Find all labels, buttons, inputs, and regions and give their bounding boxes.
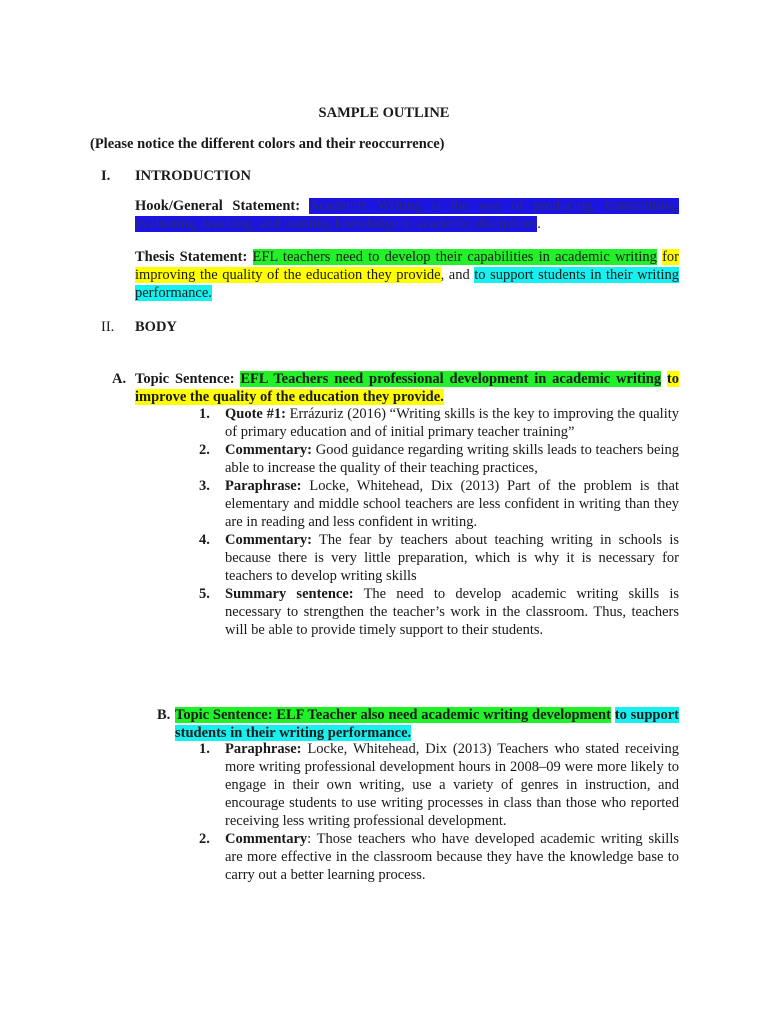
item-number: 1. xyxy=(199,741,210,757)
item-number: 4. xyxy=(199,532,210,548)
topic-b-green-text: ELF Teacher also need academic writing development xyxy=(276,707,611,723)
item-number: 2. xyxy=(199,442,210,458)
item-label: Quote #1: xyxy=(225,406,286,422)
item-text: The fear by teachers about teaching writing in schools is because there is very little preparation, which is why it is necessary for teachers to develop writing skills xyxy=(225,532,679,584)
topic-a-list xyxy=(199,405,679,639)
topic-b-label: Topic Sentence: xyxy=(175,707,273,723)
thesis-connector: , and xyxy=(440,267,470,283)
section-number-body: II. xyxy=(101,319,115,335)
thesis-capabilities: EFL teachers need to develop their capabilities in academic writing xyxy=(252,249,657,265)
topic-sentence-a xyxy=(135,370,679,406)
list-item xyxy=(199,830,679,884)
list-item xyxy=(199,531,679,585)
item-label: Commentary xyxy=(225,831,308,847)
thesis-label: Thesis Statement: xyxy=(135,249,248,265)
topic-sentence-b xyxy=(175,706,679,742)
topic-a-label: Topic Sentence: xyxy=(135,371,235,387)
item-text: The need to develop academic writing skills is necessary to strengthen the teacher’s work in the classroom. Thus, teachers will be able to provide timely support to their students. xyxy=(225,586,679,638)
list-item xyxy=(199,740,679,830)
thesis-quality: for improving the quality of the education they provide xyxy=(135,249,679,283)
item-number: 2. xyxy=(199,831,210,847)
hook-end: . xyxy=(537,216,541,232)
item-text: Locke, Whitehead, Dix (2013) Teachers who stated receiving more writing professional development hours in 2008–09 were more likely to engage in their own writing, use a variety of genres in instruction, and encourage students to use writing processes in class than those who reported receiving less writing professional development. xyxy=(225,741,680,829)
item-text: Locke, Whitehead, Dix (2013) Part of the problem is that elementary and middle school teachers are less confident in writing than they are in reading and less confident in writing. xyxy=(225,478,680,530)
list-item xyxy=(199,441,679,477)
topic-b-green xyxy=(175,707,611,723)
topic-a-green: EFL Teachers need professional development in academic writing xyxy=(240,371,662,387)
topic-a-letter: A. xyxy=(112,371,127,387)
item-label: Commentary: xyxy=(225,532,312,548)
document-subtitle: (Please notice the different colors and their reoccurrence) xyxy=(90,136,445,152)
topic-a-yellow: to improve the quality of the education they provide. xyxy=(135,371,680,405)
item-label: Summary sentence: xyxy=(225,586,354,602)
list-item xyxy=(199,585,679,639)
list-item xyxy=(199,405,679,441)
document-title: SAMPLE OUTLINE xyxy=(318,105,450,121)
item-text: Errázuriz (2016) “Writing skills is the key to improving the quality of primary education and of initial primary teacher training” xyxy=(225,406,680,440)
section-heading-introduction: INTRODUCTION xyxy=(135,168,252,184)
item-label: Commentary: xyxy=(225,442,312,458)
list-item xyxy=(199,477,679,531)
item-label: Paraphrase: xyxy=(225,741,302,757)
topic-b-list xyxy=(199,740,679,884)
hook-statement xyxy=(135,197,679,233)
section-number-introduction: I. xyxy=(101,168,111,184)
thesis-statement xyxy=(135,248,679,302)
item-label: Paraphrase: xyxy=(225,478,302,494)
hook-text: Academic Writing is the way of producing, transmitting, evaluating, teaching, and learning knowledge in academic disciplines xyxy=(135,198,679,232)
item-text: Good guidance regarding writing skills leads to teachers being able to increase the quality of their teaching practices, xyxy=(225,442,679,476)
item-text: : Those teachers who have developed academic writing skills are more effective in the classroom because they have the knowledge base to carry out a better learning process. xyxy=(225,831,679,883)
item-number: 5. xyxy=(199,586,210,602)
hook-label: Hook/General Statement: xyxy=(135,198,301,214)
section-heading-body: BODY xyxy=(135,319,177,335)
thesis-support: to support students in their writing performance. xyxy=(135,267,680,301)
topic-b-letter: B. xyxy=(157,707,171,723)
topic-b-cyan: to support students in their writing performance. xyxy=(175,707,680,741)
item-number: 1. xyxy=(199,406,210,422)
item-number: 3. xyxy=(199,478,210,494)
